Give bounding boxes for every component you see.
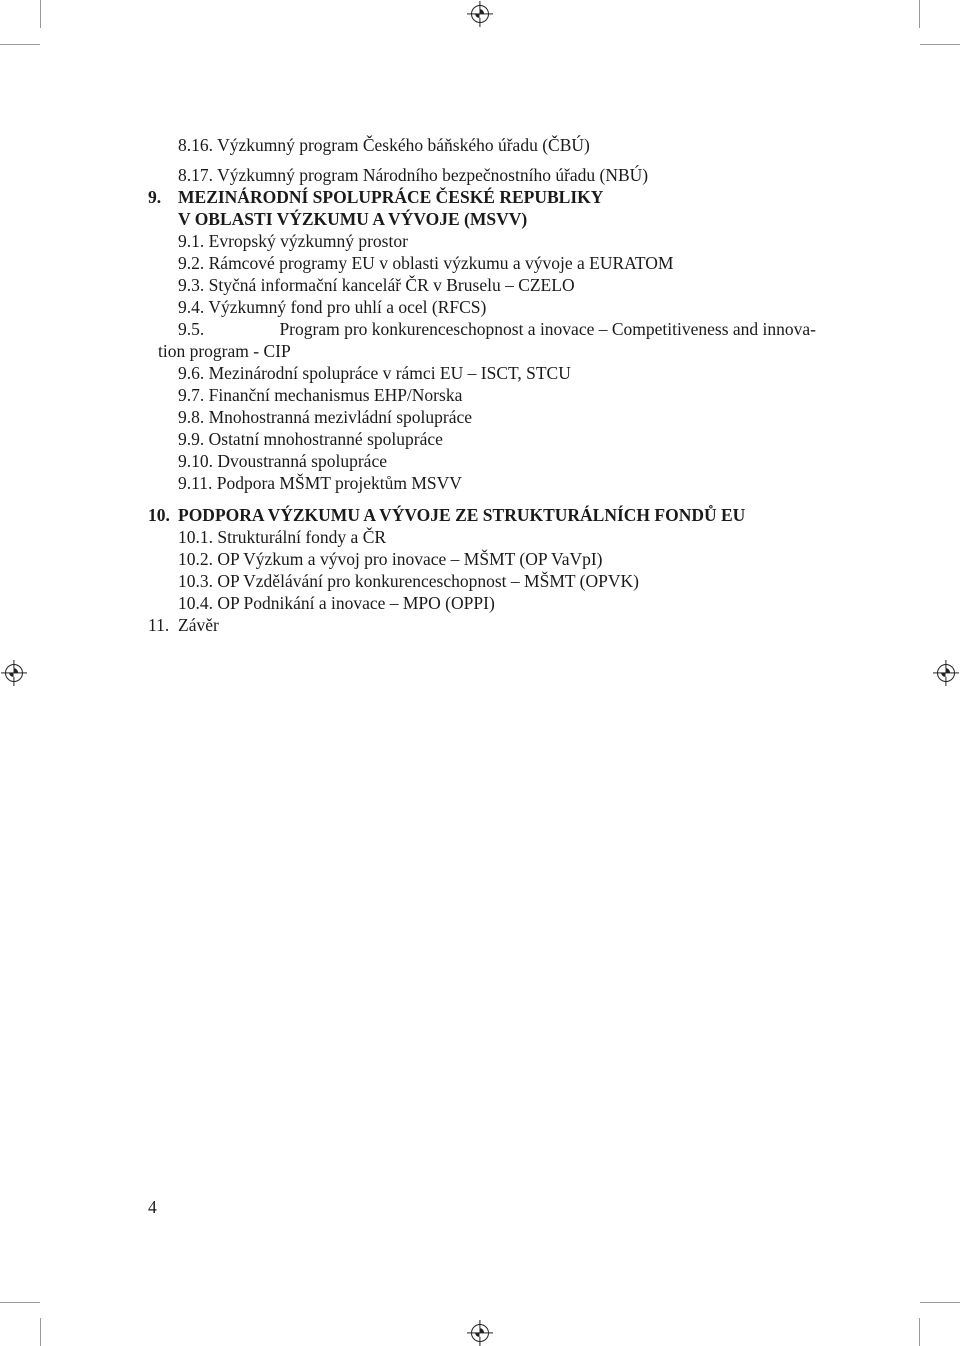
crop-mark — [0, 1302, 40, 1303]
crop-mark — [0, 44, 40, 45]
toc-entry-9-4: 9.4. Výzkumný fond pro uhlí a ocel (RFCS) — [178, 297, 487, 317]
crop-mark — [40, 1318, 41, 1346]
crop-mark — [920, 1302, 960, 1303]
toc-entry-9-3: 9.3. Styčná informační kancelář ČR v Bruselu – CZELO — [178, 275, 575, 295]
toc-entry-9-continuation: V OBLASTI VÝZKUMU A VÝVOJE (MSVV) — [178, 209, 528, 229]
toc-entry-10-3: 10.3. OP Vzdělávání pro konkurenceschopnost – MŠMT (OPVK) — [178, 571, 639, 591]
toc-entry-9-8: 9.8. Mnohostranná mezivládní spolupráce — [178, 407, 473, 427]
crop-mark — [920, 44, 960, 45]
toc-entry-9-6: 9.6. Mezinárodní spolupráce v rámci EU – ISCT, STCU — [178, 363, 571, 383]
toc-entry-10: 10. PODPORA VÝZKUMU A VÝVOJE ZE STRUKTURÁLNÍCH FONDŮ EU — [148, 505, 746, 525]
toc-entry-9-10: 9.10. Dvoustranná spolupráce — [178, 451, 387, 471]
registration-mark-icon — [471, 5, 489, 23]
registration-mark-icon — [5, 664, 23, 682]
toc-entry-9: 9. MEZINÁRODNÍ SPOLUPRÁCE ČESKÉ REPUBLIKY — [148, 187, 604, 207]
toc-entry-10-4: 10.4. OP Podnikání a inovace – MPO (OPPI) — [178, 593, 495, 613]
registration-mark-icon — [937, 664, 955, 682]
toc-entry-9-2: 9.2. Rámcové programy EU v oblasti výzkumu a vývoje a EURATOM — [178, 253, 674, 273]
toc-entry-9-9: 9.9. Ostatní mnohostranné spolupráce — [178, 429, 443, 449]
toc-entry-8-17: 8.17. Výzkumný program Národního bezpečnostního úřadu (NBÚ) — [178, 165, 649, 185]
toc-entry-10-2: 10.2. OP Výzkum a vývoj pro inovace – MŠMT (OP VaVpI) — [178, 549, 603, 569]
toc-entry-9-11: 9.11. Podpora MŠMT projektům MSVV — [178, 473, 462, 493]
toc-entry-10-1: 10.1. Strukturální fondy a ČR — [178, 527, 387, 547]
registration-mark-icon — [471, 1324, 489, 1342]
toc-entry-9-1: 9.1. Evropský výzkumný prostor — [178, 231, 408, 251]
page-number: 4 — [148, 1197, 157, 1217]
toc-entry-9-7: 9.7. Finanční mechanismus EHP/Norska — [178, 385, 463, 405]
crop-mark — [40, 0, 41, 28]
crop-mark — [919, 0, 920, 28]
toc-entry-11: 11. Závěr — [148, 615, 219, 635]
toc-entry-9-5: 9.5. Program pro konkurenceschopnost a inovace – Competitiveness and innova- tion program - CIP — [158, 319, 816, 361]
crop-mark — [919, 1318, 920, 1346]
toc-entry-8-16: 8.16. Výzkumný program Českého báňského úřadu (ČBÚ) — [178, 135, 590, 155]
